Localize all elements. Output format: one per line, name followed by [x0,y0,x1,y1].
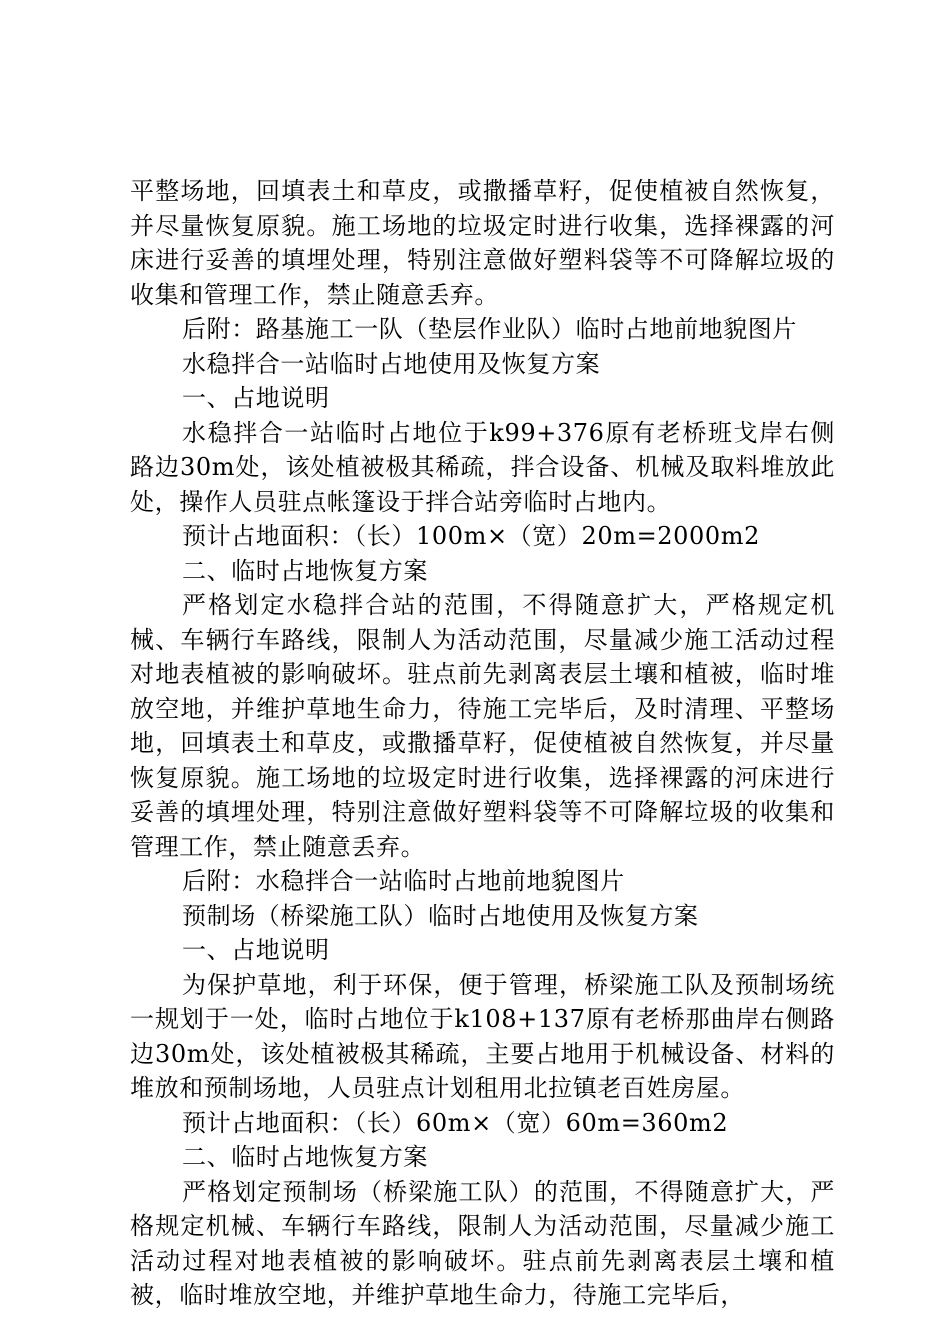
area-estimate: 预计占地面积：（长）60m×（宽）60m=360m2 [182,1108,729,1137]
document-body [130,174,835,1313]
section-title: 预制场（桥梁施工队）临时占地使用及恢复方案 [182,901,699,930]
subsection-heading: 二、临时占地恢复方案 [182,556,428,585]
area-estimate: 预计占地面积：（长）100m×（宽）20m=2000m2 [182,522,760,550]
paragraph: 严格划定水稳拌合站的范围，不得随意扩大，严格规定机械、车辆行车路线，限制人为活动范围，尽量减少施工活动过程对地表植被的影响破坏。驻点前先剥离表层土壤和植被，临时堆放空地，并维护草地生命力，待施工完毕后，及时清理、平整场地，回填表土和草皮，或撒播草籽，促使植被自然恢复，并尽量恢复原貌。施工场地的垃圾定时进行收集，选择裸露的河床进行妥善的填埋处理，特别注意做好塑料袋等不可降解垃圾的收集和管理工作，禁止随意丢弃。 [130,591,835,861]
paragraph: 为保护草地，利于环保，便于管理，桥梁施工队及预制场统一规划于一处，临时占地位于k108+137原有老桥那曲岸右侧路边30m处，该处植被极其稀疏，主要占地用于机械设备、材料的堆放和预制场地，人员驻点计划租用北拉镇老百姓房屋。 [130,970,835,1102]
appendix-note: 后附：水稳拌合一站临时占地前地貌图片 [182,867,625,895]
subsection-heading: 一、占地说明 [182,384,330,412]
paragraph-continuation: 平整场地，回填表土和草皮，或撒播草籽，促使植被自然恢复，并尽量恢复原貌。施工场地的垃圾定时进行收集，选择裸露的河床进行妥善的填埋处理，特别注意做好塑料袋等不可降解垃圾的收集和管理工作，禁止随意丢弃。 [130,177,835,309]
appendix-note: 后附：路基施工一队（垫层作业队）临时占地前地貌图片 [182,315,797,343]
section-title: 水稳拌合一站临时占地使用及恢复方案 [182,349,601,378]
subsection-heading: 一、占地说明 [182,936,330,964]
subsection-heading: 二、临时占地恢复方案 [182,1143,428,1171]
paragraph: 严格划定预制场（桥梁施工队）的范围，不得随意扩大，严格规定机械、车辆行车路线，限制人为活动范围，尽量减少施工活动过程对地表植被的影响破坏。驻点前先剥离表层土壤和植被，临时堆放空地，并维护草地生命力，待施工完毕后， [130,1177,835,1309]
paragraph: 水稳拌合一站临时占地位于k99+376原有老桥班戈岸右侧路边30m处，该处植被极其稀疏，拌合设备、机械及取料堆放此处，操作人员驻点帐篷设于拌合站旁临时占地内。 [130,418,835,516]
